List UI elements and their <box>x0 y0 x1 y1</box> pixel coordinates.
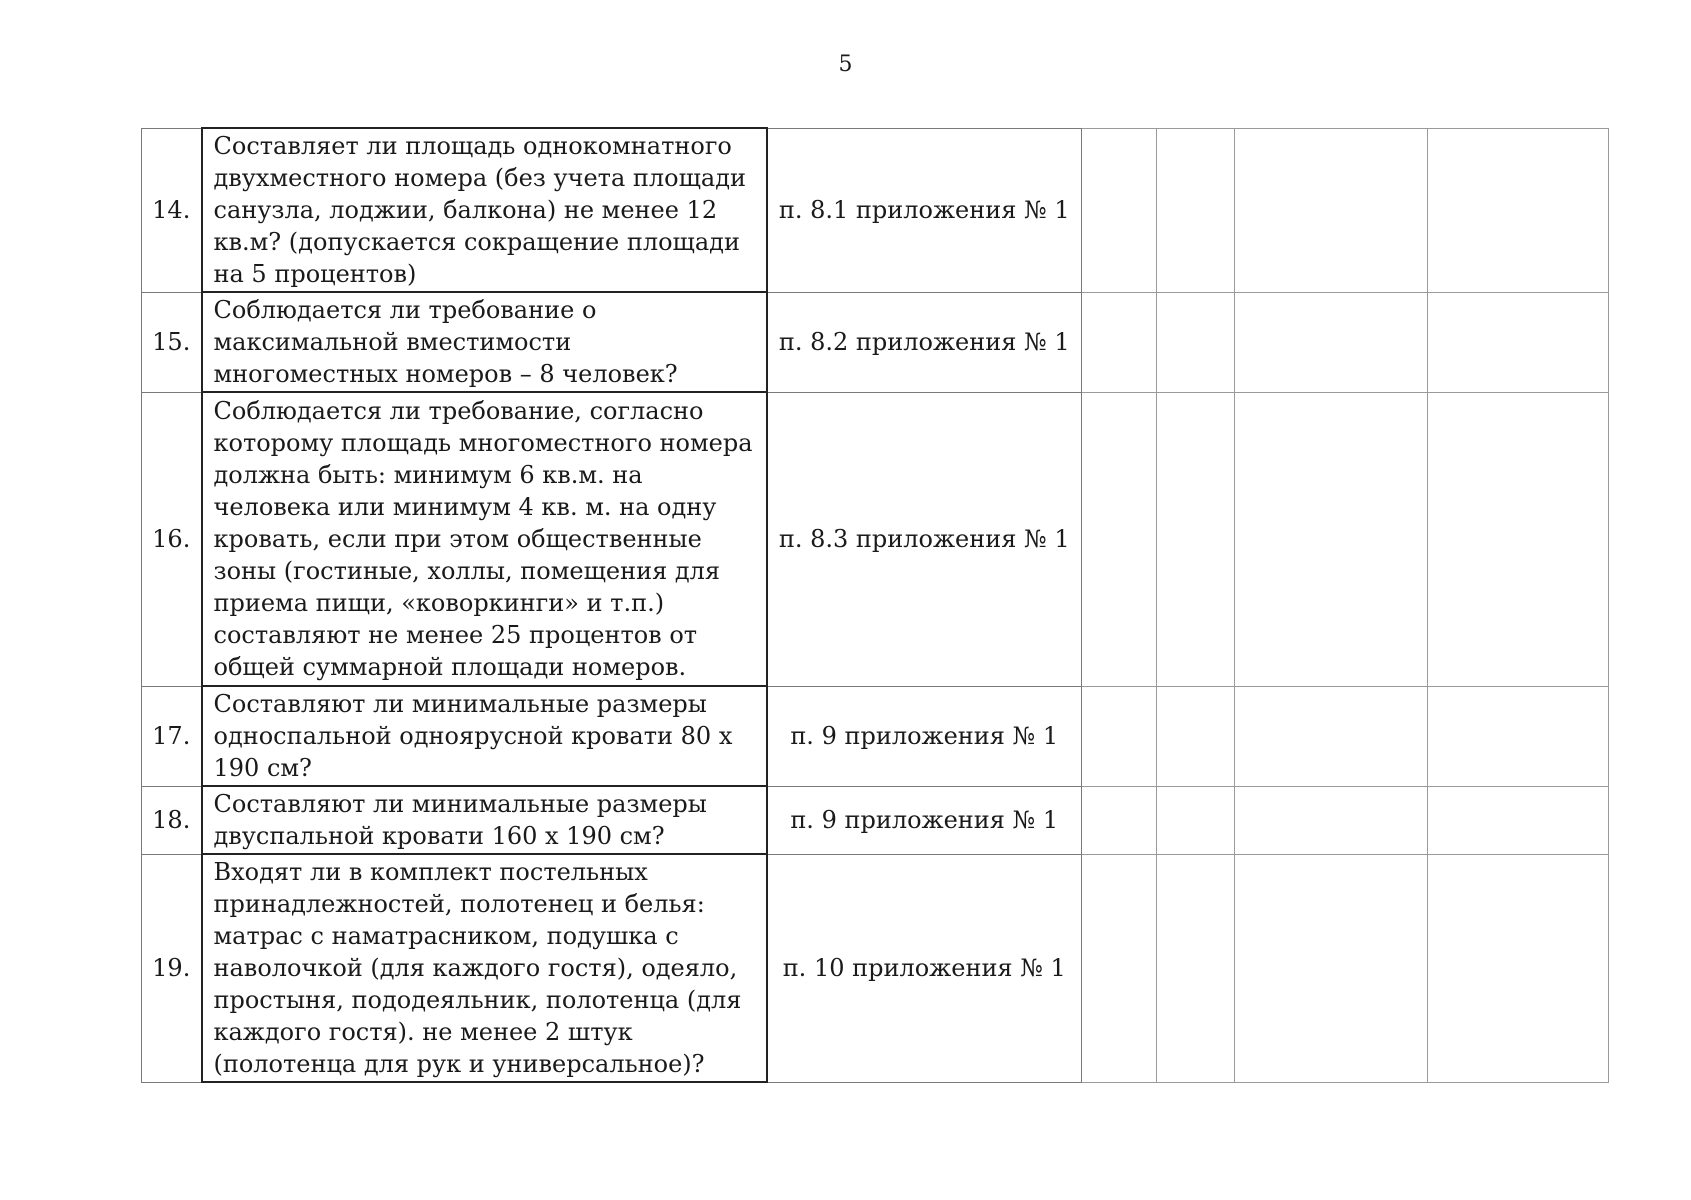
reference-cell: п. 8.2 приложения № 1 <box>767 292 1082 392</box>
reference-cell: п. 9 приложения № 1 <box>767 786 1082 854</box>
row-number: 19. <box>142 854 202 1082</box>
answer-cell <box>1157 292 1235 392</box>
table-row <box>142 786 1609 854</box>
row-number: 17. <box>142 686 202 786</box>
row-number: 14. <box>142 128 202 292</box>
reference-cell: п. 10 приложения № 1 <box>767 854 1082 1082</box>
reference-cell: п. 8.1 приложения № 1 <box>767 128 1082 292</box>
answer-cell <box>1235 854 1428 1082</box>
answer-cell <box>1082 128 1157 292</box>
question-cell: Составляют ли минимальные размеры двуспальной кровати 160 х 190 см? <box>202 786 767 854</box>
answer-cell <box>1428 854 1609 1082</box>
answer-cell <box>1157 392 1235 686</box>
question-cell: Соблюдается ли требование, согласно которому площадь многоместного номера должна быть: минимум 6 кв.м. на человека или минимум 4 кв. м. на одну кровать, если при этом общественные зоны (гостиные, холлы, помещения для приема пищи, «коворкинги» и т.п.) составляют не менее 25 процентов от общей суммарной площади номеров. <box>202 392 767 686</box>
table-row <box>142 686 1609 786</box>
question-cell: Составляет ли площадь однокомнатного двухместного номера (без учета площади санузла, лоджии, балкона) не менее 12 кв.м? (допускается сокращение площади на 5 процентов) <box>202 128 767 292</box>
question-cell: Составляют ли минимальные размеры односпальной одноярусной кровати 80 х 190 см? <box>202 686 767 786</box>
answer-cell <box>1235 128 1428 292</box>
table-row <box>142 392 1609 686</box>
answer-cell <box>1082 392 1157 686</box>
table-row <box>142 128 1609 292</box>
row-number: 15. <box>142 292 202 392</box>
table-row <box>142 854 1609 1082</box>
answer-cell <box>1157 686 1235 786</box>
answer-cell <box>1428 128 1609 292</box>
table-row <box>142 292 1609 392</box>
answer-cell <box>1428 786 1609 854</box>
row-number: 18. <box>142 786 202 854</box>
checklist-table <box>141 127 1609 1083</box>
answer-cell <box>1082 686 1157 786</box>
answer-cell <box>1082 292 1157 392</box>
answer-cell <box>1235 686 1428 786</box>
question-cell: Входят ли в комплект постельных принадлежностей, полотенец и белья: матрас с наматрасником, подушка с наволочкой (для каждого гостя), одеяло, простыня, пододеяльник, полотенца (для каждого гостя). не менее 2 штук (полотенца для рук и универсальное)? <box>202 854 767 1082</box>
question-cell: Соблюдается ли требование о максимальной вместимости многоместных номеров – 8 человек? <box>202 292 767 392</box>
answer-cell <box>1157 786 1235 854</box>
answer-cell <box>1082 786 1157 854</box>
answer-cell <box>1235 786 1428 854</box>
answer-cell <box>1428 292 1609 392</box>
answer-cell <box>1082 854 1157 1082</box>
answer-cell <box>1235 292 1428 392</box>
answer-cell <box>1157 128 1235 292</box>
reference-cell: п. 8.3 приложения № 1 <box>767 392 1082 686</box>
answer-cell <box>1157 854 1235 1082</box>
reference-cell: п. 9 приложения № 1 <box>767 686 1082 786</box>
row-number: 16. <box>142 392 202 686</box>
answer-cell <box>1235 392 1428 686</box>
page-number: 5 <box>838 52 853 77</box>
answer-cell <box>1428 392 1609 686</box>
answer-cell <box>1428 686 1609 786</box>
